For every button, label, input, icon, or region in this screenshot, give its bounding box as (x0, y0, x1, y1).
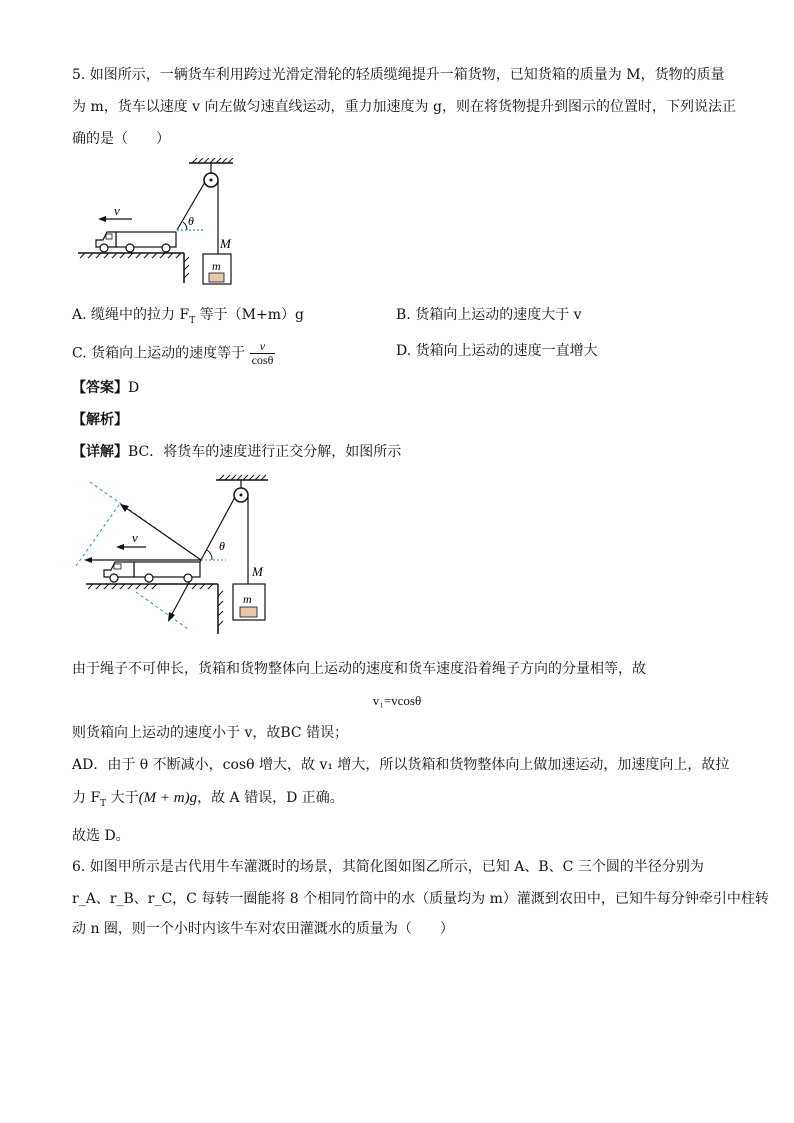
q5-stem-line3: 确的是（ ） (72, 131, 170, 147)
q6-stem-line1: 6. 如图甲所示是古代用牛车灌溉时的场景，其简化图如图乙所示，已知 A、B、C 三个圆的半径分别为 (72, 859, 704, 875)
q5-option-b: B. 货箱向上运动的速度大于 v (396, 307, 582, 323)
explanation-p4: 力 $F_T$ 大于(M + m)g，故 A 错误，D 正确。 (72, 790, 344, 809)
q5-stem-line2: 为 m，货车以速度 v 向左做匀速直线运动，重力加速度为 g，则在将货物提升到图示的位置时，下列说法正 (72, 99, 736, 115)
q5-option-a: A. 缆绳中的拉力 $F_T$ 等于（M+m）g (72, 307, 304, 326)
q5-option-c: C. 货箱向上运动的速度等于 $\frac{v}{\cos\theta}$ (72, 339, 274, 367)
analysis-heading: 【解析】 (72, 412, 128, 428)
fraction-v-over-cos: $\frac{v}{\cos\theta}$ (251, 339, 274, 367)
equation-v1: v₁=vcosθ (372, 693, 422, 708)
q5-figure-2 (76, 474, 276, 640)
q5-fig2-M: M (252, 564, 263, 579)
q5-fig1-M: M (220, 236, 231, 251)
q6-stem-line3: 动 n 圈，则一个小时内该牛车对农田灌溉水的质量为（ ） (72, 921, 454, 937)
q5-fig2-v: v (132, 530, 138, 545)
q5-fig2-m: m (243, 592, 252, 606)
q5-figure-1 (76, 158, 246, 288)
explanation-p2: 则货箱向上运动的速度小于 v，故BC 错误； (72, 725, 349, 741)
q6-stem-line2: r_A、r_B、r_C，C 每转一圈能将 8 个相同竹筒中的水（质量均为 m）灌溉到农田中，已知牛每分钟牵引中柱转 (72, 891, 769, 907)
q5-fig1-v: v (114, 203, 120, 218)
q5-option-d: D. 货箱向上运动的速度一直增大 (396, 343, 598, 359)
explanation-p5: 故选 D。 (72, 828, 130, 844)
detail-line: 【详解】BC．将货车的速度进行正交分解，如图所示 (72, 444, 402, 460)
q5-fig2-theta: θ (219, 539, 225, 553)
answer-line: 【答案】D (72, 380, 140, 396)
explanation-p3: AD．由于 θ 不断减小，cosθ 增大，故 v₁ 增大，所以货箱和货物整体向上做加速运动，加速度向上，故拉 (72, 757, 730, 773)
explanation-p1: 由于绳子不可伸长，货箱和货物整体向上运动的速度和货车速度沿着绳子方向的分量相等，故 (72, 661, 646, 677)
q5-fig1-m: m (212, 259, 221, 273)
q5-stem-line1: 5. 如图所示，一辆货车利用跨过光滑定滑轮的轻质缆绳提升一箱货物，已知货箱的质量为 M，货物的质量 (72, 67, 725, 83)
q5-fig1-theta: θ (188, 214, 194, 228)
